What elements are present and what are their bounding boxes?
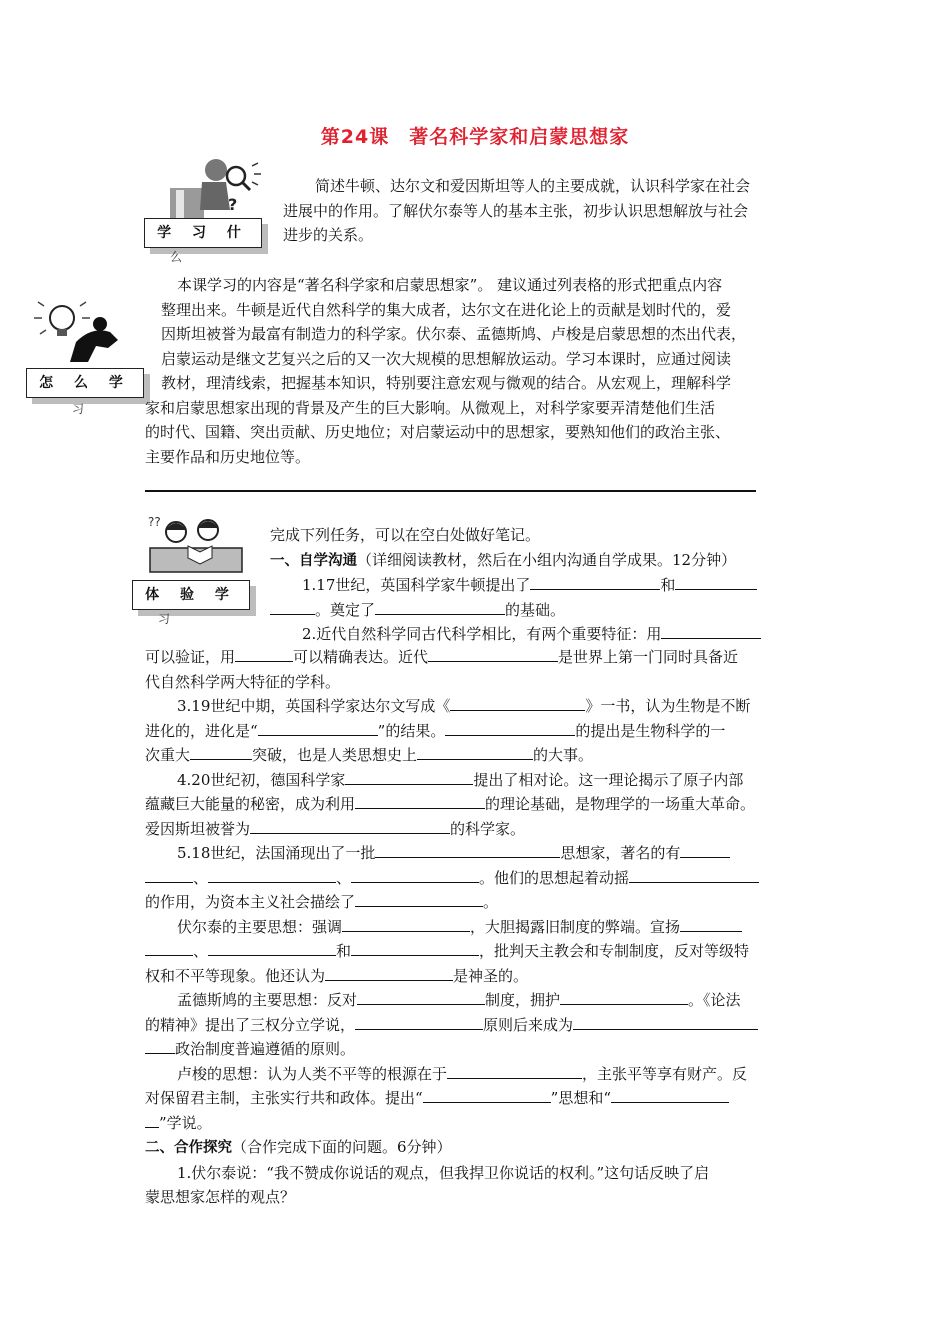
q5-text-d: 、 [336, 868, 352, 887]
blank[interactable] [675, 574, 757, 590]
voltaire-text-e: ，批判天主教会和专制制度，反对等级特 [479, 942, 750, 960]
q1-text-c: 。奠定了 [315, 600, 376, 619]
blank[interactable] [573, 1014, 758, 1030]
blank[interactable] [530, 574, 660, 590]
q5-text-g: 。 [483, 893, 499, 911]
svg-text:??: ?? [148, 515, 161, 529]
blank[interactable] [355, 793, 485, 809]
montesquieu-text-c: 。《论法 [688, 991, 741, 1009]
q3-text-a: 3.19世纪中期，英国科学家达尔文写成《 [177, 697, 451, 715]
e1-line-1: 1.伏尔泰说：“我不赞成你说话的观点，但我捍卫你说话的权利。”这句话反映了启 [177, 1163, 710, 1182]
q5-line-2 [145, 866, 815, 891]
q3-text-c: 进化的，进化是“ [145, 721, 258, 740]
blank[interactable] [428, 646, 558, 662]
blank[interactable] [270, 599, 315, 615]
montesquieu-line-2 [145, 1013, 815, 1038]
howto-line-1: 本课学习的内容是“著名科学家和启蒙思想家”。 建议通过列表格的形式把重点内容 [177, 276, 723, 294]
badge-label-learn-what: 学 习 什 [144, 218, 262, 248]
blank[interactable] [145, 1112, 159, 1128]
q4-text-d: 的理论基础，是物理学的一场重大革命。 [485, 795, 756, 813]
blank[interactable] [423, 1087, 551, 1103]
voltaire-text-b: ，大胆揭露旧制度的弊端。宣扬 [470, 917, 681, 936]
howto-line-3: 因斯坦被誉为最富有制造力的科学家。伏尔泰、孟德斯鸠、卢梭是启蒙思想的杰出代表， [161, 325, 747, 343]
rousseau-text-a: 卢梭的思想：认为人类不平等的根源在于 [177, 1064, 448, 1083]
badge-tail-experience: 习 [158, 612, 171, 626]
blank[interactable] [447, 1063, 582, 1079]
voltaire-text-f: 权和不平等现象。他还认为 [145, 966, 326, 985]
blank[interactable] [258, 720, 378, 736]
blank[interactable] [190, 744, 252, 760]
voltaire-text-d: 和 [336, 942, 352, 960]
q5-text-a: 5.18世纪，法国涌现出了一批 [177, 844, 376, 862]
blank[interactable] [145, 1038, 175, 1054]
q5-text-f: 的作用，为资本主义社会描绘了 [145, 893, 356, 911]
intro-line-3: 进步的关系。 [283, 226, 374, 244]
blank[interactable] [208, 940, 336, 956]
blank[interactable] [445, 720, 575, 736]
q1-line-2 [270, 598, 810, 623]
rousseau-text-b: ，主张平等享有财产。反 [582, 1064, 748, 1083]
blank[interactable] [145, 940, 193, 956]
montesquieu-line-1 [145, 988, 815, 1013]
tasks-header-block [270, 523, 810, 647]
rousseau-text-c: 对保留君主制，主张实行共和政体。提出“ [145, 1089, 423, 1107]
section-1-heading [270, 548, 810, 574]
q4-line-2 [145, 792, 815, 817]
voltaire-text-g: 是神圣的。 [453, 966, 529, 985]
blank[interactable] [450, 695, 585, 711]
blank[interactable] [208, 867, 336, 883]
section-1-note: （详细阅读教材，然后在小组内沟通自学成果。12分钟） [357, 550, 737, 569]
rousseau-text-d: ”思想和“ [550, 1089, 612, 1107]
voltaire-text-a: 伏尔泰的主要思想：强调 [177, 917, 343, 936]
montesquieu-text-d: 的精神》提出了三权分立学说， [145, 1015, 356, 1034]
blank[interactable] [355, 891, 483, 907]
howto-line-8: 主要作品和历史地位等。 [145, 447, 311, 466]
blank[interactable] [357, 989, 485, 1005]
blank[interactable] [629, 867, 759, 883]
q3-text-h: 的大事。 [533, 746, 594, 764]
montesquieu-text-a: 孟德斯鸠的主要思想：反对 [177, 991, 358, 1009]
blank[interactable] [235, 646, 293, 662]
tasks-intro: 完成下列任务，可以在空白处做好笔记。 [270, 526, 541, 544]
q5-text-c: 、 [193, 868, 209, 887]
voltaire-line-1 [145, 915, 815, 940]
badge-learn-what [140, 150, 275, 265]
blank[interactable] [355, 1014, 483, 1030]
section-2-title: 二、合作探究 [145, 1140, 232, 1156]
section-divider [145, 490, 756, 492]
voltaire-line-3 [145, 964, 815, 989]
q3-text-f: 次重大 [145, 746, 191, 764]
blank[interactable] [342, 916, 470, 932]
svg-text:?: ? [228, 195, 238, 214]
q4-text-e: 爱因斯坦被誉为 [145, 819, 251, 838]
q3-text-e: 的提出是生物科学的一 [575, 721, 726, 740]
rousseau-line-1 [145, 1062, 815, 1087]
blank[interactable] [375, 599, 505, 615]
rousseau-line-3 [145, 1111, 815, 1136]
lightbulb-thinker-icon [22, 296, 157, 376]
howto-line-5: 教材，理清线索，把握基本知识，特别要注意宏观与微观的结合。从宏观上，理解科学 [161, 374, 732, 392]
q5-line-3 [145, 890, 815, 915]
q4-text-b: 提出了相对论。这一理论揭示了原子内部 [473, 770, 744, 789]
montesquieu-text-e: 原则后来成为 [483, 1015, 574, 1034]
voltaire-line-2 [145, 939, 815, 964]
montesquieu-line-3 [145, 1037, 815, 1062]
q5-text-b: 思想家，著名的有 [560, 844, 681, 862]
q4-line-3 [145, 817, 815, 842]
q2-text-b: 可以验证，用 [145, 648, 236, 666]
q3-line-1 [145, 694, 815, 719]
blank[interactable] [680, 842, 730, 858]
blank[interactable] [351, 940, 479, 956]
section-1-title: 一、自学沟通 [270, 552, 357, 569]
q2-text-d: 是世界上第一门同时具备近 [558, 648, 739, 666]
montesquieu-text-f: 政治制度普遍遵循的原则。 [175, 1040, 356, 1058]
badge-tail-learn-what: 么 [170, 250, 183, 264]
intro-line-2: 进展中的作用。了解伏尔泰等人的基本主张，初步认识思想解放与社会 [283, 201, 749, 220]
q3-text-g: 突破，也是人类思想史上 [252, 746, 418, 764]
howto-line-6: 家和启蒙思想家出现的背景及产生的巨大影响。从微观上，对科学家要弄清楚他们生活 [145, 398, 716, 417]
q2-text-a: 2.近代自然科学同古代科学相比，有两个重要特征：用 [302, 625, 662, 643]
blank[interactable] [325, 965, 453, 981]
blank[interactable] [680, 916, 742, 932]
blank[interactable] [145, 867, 193, 883]
blank[interactable] [611, 1087, 729, 1103]
howto-line-2: 整理出来。牛顿是近代自然科学的集大成者，达尔文在进化论上的贡献是划时代的，爱 [161, 300, 732, 319]
blank[interactable] [250, 818, 450, 834]
q3-line-3 [145, 743, 815, 768]
q5-line-1 [145, 841, 815, 866]
blank[interactable] [345, 769, 473, 785]
tasks-body [145, 645, 815, 1210]
section-2-note: （合作完成下面的问题。6分钟） [232, 1138, 452, 1156]
q5-text-e: 。他们的思想起着动摇 [479, 868, 630, 887]
q1-text-b: 和 [660, 576, 676, 594]
blank[interactable] [351, 867, 479, 883]
q3-line-2 [145, 719, 815, 744]
q2-line-3: 代自然科学两大特征的学科。 [145, 672, 341, 691]
q1-line-1 [270, 573, 810, 598]
q2-text-c: 可以精确表达。近代 [293, 648, 429, 666]
q3-text-d: ”的结果。 [377, 721, 446, 740]
badge-label-experience: 体 验 学 [132, 580, 250, 610]
q1-text-a: 1.17世纪，英国科学家牛顿提出了 [302, 576, 531, 594]
e1-line-2: 蒙思想家怎样的观点？ [145, 1188, 296, 1206]
voltaire-text-c: 、 [193, 942, 209, 960]
howto-line-7: 的时代、国籍、突出贡献、历史地位；对启蒙运动中的思想家，要熟知他们的政治主张、 [145, 423, 731, 441]
q2-line-1 [270, 622, 810, 647]
blank[interactable] [661, 623, 761, 639]
q4-text-a: 4.20世纪初，德国科学家 [177, 770, 346, 789]
rousseau-text-e: ”学说。 [159, 1113, 212, 1132]
badge-experience [128, 508, 263, 633]
badge-tail-how-learn: 习 [72, 402, 85, 416]
section-2-heading [145, 1135, 815, 1161]
badge-label-how-learn: 怎 么 学 [26, 368, 144, 398]
q2-line-2 [145, 645, 815, 670]
howto-paragraph [145, 273, 810, 469]
intro-line-1: 简述牛顿、达尔文和爱因斯坦等人的主要成就，认识科学家在社会 [315, 177, 751, 195]
blank[interactable] [375, 842, 560, 858]
badge-how-learn [22, 296, 157, 426]
intro-paragraph [283, 174, 803, 248]
q3-text-b: 》一书，认为生物是不断 [585, 697, 751, 715]
blank[interactable] [560, 989, 688, 1005]
q1-text-d: 的基础。 [505, 600, 566, 619]
blank[interactable] [417, 744, 533, 760]
howto-line-4: 启蒙运动是继文艺复兴之后的又一次大规模的思想解放运动。学习本课时，应通过阅读 [161, 349, 732, 368]
q4-text-f: 的科学家。 [450, 819, 526, 838]
q4-line-1 [145, 768, 815, 793]
lesson-title: 第24课 著名科学家和启蒙思想家 [320, 126, 630, 148]
rousseau-line-2 [145, 1086, 815, 1111]
q4-text-c: 蕴藏巨大能量的秘密，成为利用 [145, 795, 356, 813]
students-reading-icon [128, 508, 263, 588]
montesquieu-text-b: 制度，拥护 [485, 991, 561, 1009]
